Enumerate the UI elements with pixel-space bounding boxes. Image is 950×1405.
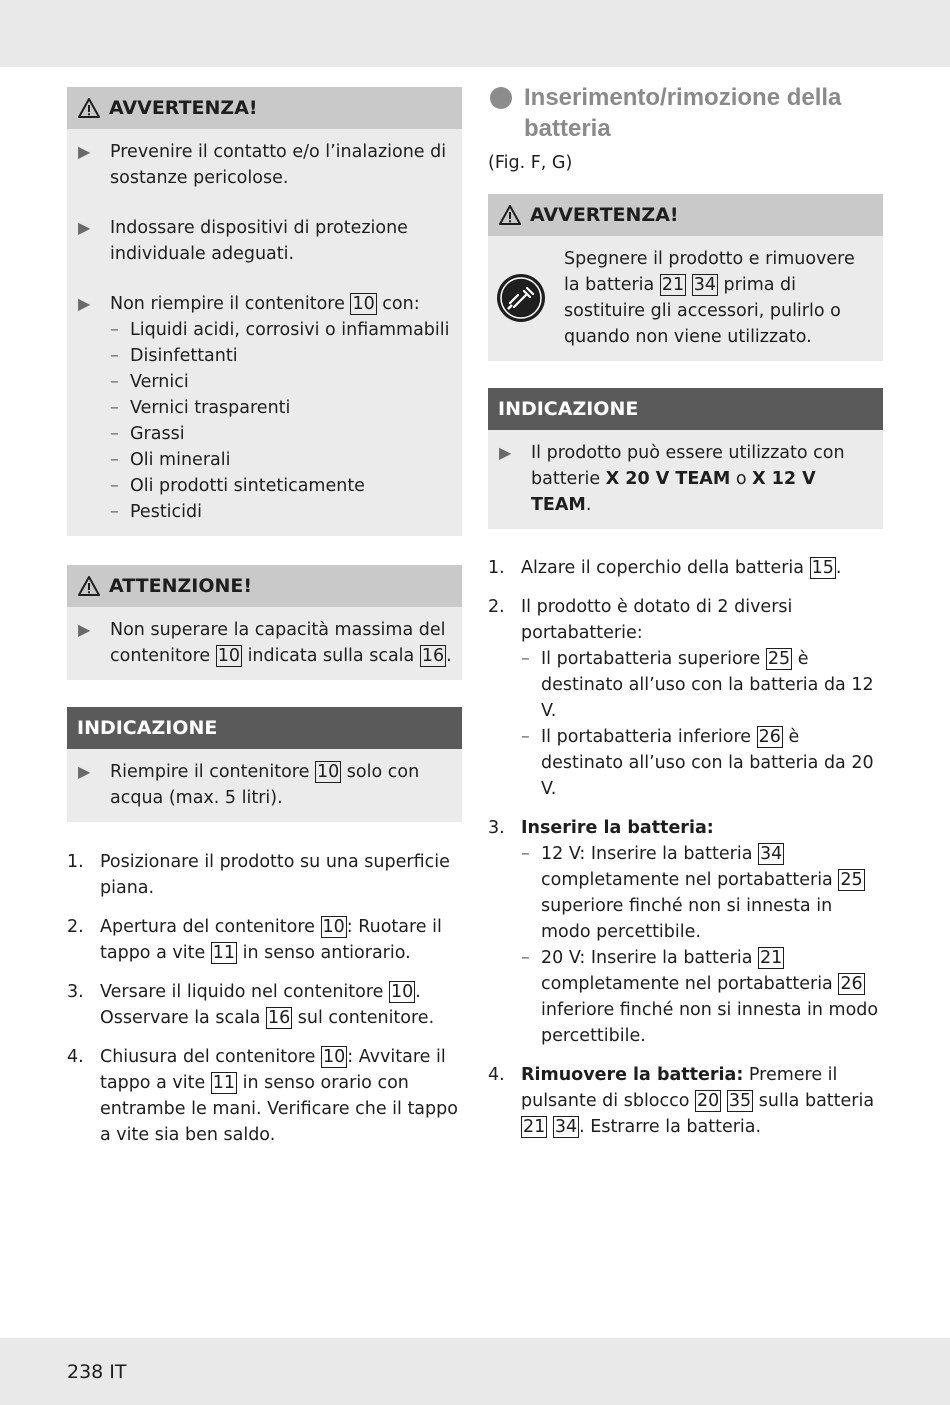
warning-header [67,87,462,129]
note-header [67,707,462,749]
filling-steps [67,849,462,1148]
warning-item [67,281,462,525]
footer-band [0,1338,950,1405]
ref-number: 10 [391,982,414,1002]
warning-box-substances [67,87,462,536]
warning-triangle-icon [78,98,100,118]
caution-item [67,607,462,669]
warning-item [67,129,462,191]
list-item: – Oli minerali [110,450,231,470]
caution-text: Non superare la capacità massima del contenitore 10 indicata sulla scala 16 . [110,620,452,666]
ref-number: 10 [322,1047,346,1067]
list-item: 3. Inserire la batteria: – 12 V: Inserire la batteria 34 completamente nel portabatteria 25 superiore finché non si innesta in modo percettibile. – 20 V: Inserire la batteria 21 completamente nel portabatteria 26 inferiore finché non si innesta in modo percettibile. [488,815,883,1049]
list-item: – Oli prodotti sinteticamente [110,476,365,496]
warning-box-battery [488,194,883,361]
triangle-bullet-icon: ▶ [78,294,91,313]
list-item: 1. Posizionare il prodotto su una superficie piana. [67,852,450,898]
warning-text: Spegnere il prodotto e rimuovere la batteria 21 34 prima di sostituire gli accessori, pulirlo o quando non viene utilizzato. [564,249,855,347]
list-item: 4. Rimuovere la batteria: Premere il pulsante di sblocco 20 35 sulla batteria 21 34 . Estrarre la batteria. [488,1065,875,1137]
figure-reference: (Fig. F, G) [488,153,573,173]
list-item: – Liquidi acidi, corrosivi o infiammabili [110,320,450,340]
caution-header [67,565,462,607]
note-title: INDICAZIONE [498,398,639,420]
ref-number: 16 [421,646,445,666]
list-item: 1. Alzare il coperchio della batteria 15 . [488,558,842,578]
list-item: – Il portabatteria inferiore 26 è destinato all’uso con la batteria da 20 V. [521,727,874,799]
warning-title: AVVERTENZA! [530,204,679,226]
note-item [488,430,883,518]
caution-title: ATTENZIONE! [109,575,253,597]
ref-number: 35 [728,1091,752,1111]
note-header [488,388,883,430]
triangle-bullet-icon: ▶ [78,142,91,161]
list-item: 2. Apertura del contenitore 10 : Ruotare il tappo a vite 11 in senso antiorario. [67,917,442,963]
right-column [488,82,883,1140]
warning-item-text: Indossare dispositivi di protezione individuale adeguati. [110,218,408,264]
section-dot-icon [490,87,512,109]
note-text: Riempire il contenitore 10 solo con acqua (max. 5 litri). [110,762,420,808]
list-item: – 12 V: Inserire la batteria 34 completamente nel portabatteria 25 superiore finché non si innesta in modo percettibile. [521,844,863,942]
list-item: – Pesticidi [110,502,202,522]
ref-number: 10 [316,762,340,782]
list-item: 4. Chiusura del contenitore 10 : Avvitare il tappo a vite 11 in senso orario con entrambe le mani. Verificare che il tappo a vite sia ben saldo. [67,1047,458,1145]
list-item: – Grassi [110,424,185,444]
ref-number: 10 [352,294,375,314]
substance-list [110,317,452,525]
ref-number: 10 [322,917,345,937]
ref-number: 21 [661,275,685,295]
battery-steps [488,555,883,1140]
warning-item [67,205,462,267]
ref-number: 25 [840,870,863,890]
caution-box [67,565,462,680]
note-item [67,749,462,811]
list-item: – Vernici trasparenti [110,398,291,418]
holder-list [521,646,883,802]
ref-number: 20 [697,1091,720,1111]
note-box [67,707,462,822]
warning-item-text: Non riempire il contenitore 10 con: – Liquidi acidi, corrosivi o infiammabili – Disinfettanti – Vernici – Vernici trasparenti – Grassi – Oli minerali – Oli prodotti sinteticamente – Pesticidi [110,291,452,525]
page-number: 238 IT [67,1361,127,1383]
warning-item-text: Prevenire il contatto e/o l’inalazione di sostanze pericolose. [110,142,447,188]
ref-number: 15 [811,558,834,578]
warning-triangle-icon [78,576,100,596]
ref-number: 21 [523,1117,546,1137]
list-item: – Disinfettanti [110,346,238,366]
note-box-battery [488,388,883,529]
ref-number: 10 [217,646,240,666]
note-title: INDICAZIONE [77,717,218,739]
warning-header [488,194,883,236]
header-band [0,0,950,67]
left-column [67,87,462,1148]
list-item: 2. Il prodotto è dotato di 2 diversi portabatterie: – Il portabatteria superiore 25 è destinato all’uso con la batteria da 12 V. – Il portabatteria inferiore 26 è destinato all’uso con la batteria da 20 V. [488,594,883,802]
ref-number: 11 [212,943,236,963]
ref-number: 26 [840,974,863,994]
ref-number: 34 [693,275,716,295]
section-heading [488,82,883,144]
unplug-battery-icon [496,246,564,350]
ref-number: 34 [554,1117,578,1137]
triangle-bullet-icon: ▶ [499,443,512,462]
ref-number: 25 [767,649,791,669]
ref-number: 26 [758,727,781,747]
list-item: – 20 V: Inserire la batteria 21 completamente nel portabatteria 26 inferiore finché non si innesta in modo percettibile. [521,948,879,1046]
list-item: – Il portabatteria superiore 25 è destinato all’uso con la batteria da 12 V. [521,649,874,721]
list-item: 3. Versare il liquido nel contenitore 10 . Osservare la scala 16 sul contenitore. [67,982,435,1028]
section-title: Inserimento/rimozione della batteria [524,84,842,142]
ref-number: 21 [759,948,783,968]
ref-number: 16 [267,1008,291,1028]
triangle-bullet-icon: ▶ [78,762,91,781]
ref-number: 11 [212,1073,236,1093]
warning-title: AVVERTENZA! [109,97,258,119]
warning-triangle-icon [499,205,521,225]
list-item: – Vernici [110,372,189,392]
triangle-bullet-icon: ▶ [78,218,91,237]
warning-item [488,236,883,350]
insert-list [521,841,883,1049]
note-text: Il prodotto può essere utilizzato con batterie X 20 V TEAM o X 12 V TEAM. [531,443,845,515]
ref-number: 34 [759,844,783,864]
triangle-bullet-icon: ▶ [78,620,91,639]
